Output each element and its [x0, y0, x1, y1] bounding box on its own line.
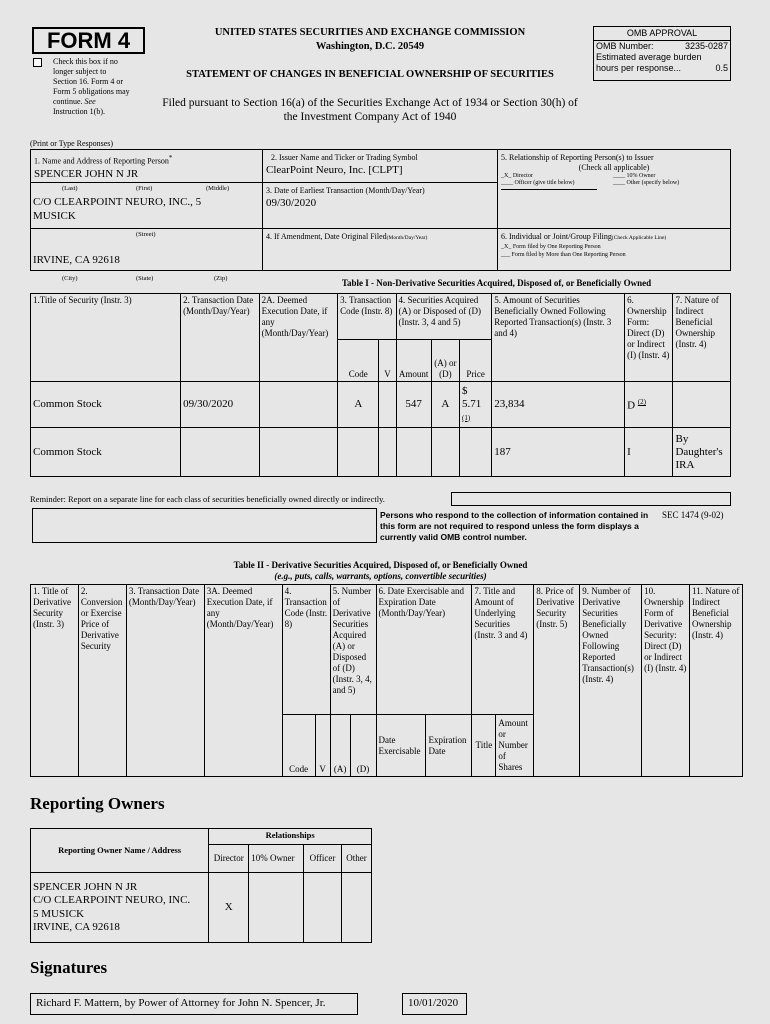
table2: [30, 584, 743, 777]
t1-h-title: 1.Title of Security (Instr. 3): [31, 294, 181, 382]
t2-h-underlying: 7. Title and Amount of Underlying Securities (Instr. 3 and 4): [472, 585, 534, 715]
earliest-transaction-box: [262, 182, 498, 229]
t1-h-amount: Amount: [396, 340, 431, 382]
persons-notice: Persons who respond to the collection of information contained in this form are not required to respond unless the form displays a currently valid OMB control number.: [380, 510, 649, 542]
footnote-link[interactable]: (2): [637, 398, 647, 407]
t1-r1-owned: 187: [492, 428, 625, 477]
issuer-box: [262, 149, 498, 183]
t1-r1-nature: By Daughter's IRA: [673, 428, 731, 477]
t1-r1-title: Common Stock: [31, 428, 181, 477]
owner-officer-header: Officer: [304, 845, 342, 873]
last-label: (Last): [62, 185, 78, 192]
issuer-value: ClearPoint Neuro, Inc. [CLPT]: [266, 164, 403, 176]
t1-r0-nature: [673, 382, 731, 428]
t1-h-price: Price: [459, 340, 491, 382]
t2-h-exp: Expiration Date: [426, 715, 472, 777]
amendment-label: 4. If Amendment, Date Original Filed: [266, 232, 387, 241]
reminder-blank-line: [451, 492, 731, 506]
t1-r1-code: [338, 428, 379, 477]
t1-r0-aord: A: [431, 382, 459, 428]
signature-date-box: [402, 993, 467, 1015]
t2-h-conversion: 2. Conversion or Exercise Price of Derivative Security: [78, 585, 126, 777]
owner-address-3: IRVINE, CA 92618: [33, 921, 120, 933]
t1-r0-date: 09/30/2020: [181, 382, 260, 428]
filing-label: 6. Individual or Joint/Group Filing: [501, 232, 612, 241]
relationship-ten-pct: ____ 10% Owner: [613, 173, 656, 179]
signature-name-box: [30, 993, 358, 1015]
omb-number: 3235-0287: [684, 41, 728, 51]
t1-r0-price: $ 5.71: [461, 384, 482, 410]
print-type-note: (Print or Type Responses): [30, 139, 114, 148]
t1-r1-form: I: [625, 428, 673, 477]
t2-h-a: (A): [330, 715, 350, 777]
street-label: (Street): [136, 231, 156, 238]
t2-h-exercisable: 6. Date Exercisable and Expiration Date (Month/Day/Year): [376, 585, 472, 715]
t1-r1-price: [459, 428, 491, 477]
relationship-check-all: (Check all applicable): [578, 163, 650, 172]
t1-h-owned: 5. Amount of Securities Beneficially Owned Following Reported Transaction(s) (Instr. 3 and 4): [492, 294, 625, 382]
owner-name-header: Reporting Owner Name / Address: [31, 829, 209, 873]
owner-other-header: Other: [341, 845, 371, 873]
no-longer-subject-checkbox[interactable]: [33, 58, 42, 67]
owner-director-header: Director: [209, 845, 249, 873]
sec-number: SEC 1474 (9-02): [662, 510, 724, 520]
filed-pursuant-1: Filed pursuant to Section 16(a) of the Securities Exchange Act of 1934 or Section 30(h) of: [162, 97, 578, 109]
form-title: FORM 4: [46, 28, 131, 53]
t1-r1-amount: [396, 428, 431, 477]
statement-title: STATEMENT OF CHANGES IN BENEFICIAL OWNERSHIP OF SECURITIES: [186, 69, 554, 80]
table1: [30, 293, 731, 477]
signature-date: 10/01/2020: [408, 997, 459, 1009]
agency-line2: Washington, D.C. 20549: [315, 41, 425, 52]
omb-title: OMB APPROVAL: [594, 27, 730, 41]
t1-h-code-sub: Code: [338, 340, 379, 382]
t1-r0-title: Common Stock: [31, 382, 181, 428]
t1-h-securities: 4. Securities Acquired (A) or Disposed of (D) (Instr. 3, 4 and 5): [396, 294, 492, 340]
t1-r1-date: [181, 428, 260, 477]
omb-burden: Estimated average burden: [596, 52, 702, 62]
owner-address-2: 5 MUSICK: [33, 907, 85, 920]
relationship-other: ____ Other (specify below): [613, 180, 680, 186]
t2-h-price: 8. Price of Derivative Security (Instr. 5): [534, 585, 580, 777]
table1-title: Table I - Non-Derivative Securities Acquired, Disposed of, or Beneficially Owned: [341, 278, 652, 288]
table2-title: Table II - Derivative Securities Acquired, Disposed of, or Beneficially Owned: [233, 560, 528, 570]
filing-more: ___ Form filed by More than One Reporting Person: [501, 252, 626, 258]
t1-h-deemed: 2A. Deemed Execution Date, if any (Month/Day/Year): [259, 294, 338, 382]
t1-h-aord: (A) or (D): [431, 340, 459, 382]
t1-r0-amount: 547: [396, 382, 431, 428]
form-title-box: [32, 27, 145, 54]
t1-r1-v: [379, 428, 396, 477]
t1-r0-owned: 23,834: [492, 382, 625, 428]
reporting-owners-heading: Reporting Owners: [30, 794, 165, 813]
t1-h-code: 3. Transaction Code (Instr. 8): [338, 294, 396, 340]
t1-h-v: V: [379, 340, 396, 382]
t1-r1-deemed: [259, 428, 338, 477]
t1-r0-v: [379, 382, 396, 428]
owner-name: SPENCER JOHN N JR: [33, 880, 138, 893]
relationship-label: 5. Relationship of Reporting Person(s) to Issuer: [501, 153, 654, 162]
signature-name: Richard F. Mattern, by Power of Attorney for John N. Spencer, Jr.: [36, 997, 326, 1009]
reminder-text: Reminder: Report on a separate line for each class of securities beneficially owned directly or indirectly.: [30, 494, 385, 504]
t2-h-number: 5. Number of Derivative Securities Acquired (A) or Disposed of (D) (Instr. 3, 4, and 5): [330, 585, 376, 715]
table-row: [31, 873, 372, 943]
earliest-transaction-date: 09/30/2020: [266, 197, 317, 209]
omb-approval-box: [593, 26, 731, 81]
relationship-officer: ____ Officer (give title below): [501, 180, 575, 186]
t1-r0-code: A: [338, 382, 379, 428]
owner-ten-header: 10% Owner: [249, 845, 304, 873]
table2-subtitle: (e.g., puts, calls, warrants, options, convertible securities): [274, 571, 487, 581]
first-label: (First): [136, 185, 153, 192]
middle-label: (Middle): [206, 185, 230, 192]
t2-h-nature: 11. Nature of Indirect Beneficial Ownership (Instr. 4): [690, 585, 743, 777]
t2-h-form: 10. Ownership Form of Derivative Security: Direct (D) or Indirect (I) (Instr. 4): [642, 585, 690, 777]
city-label: (City): [62, 275, 78, 282]
t2-h-code-sub: Code: [282, 715, 315, 777]
omb-number-label: OMB Number:: [596, 41, 654, 51]
signatures-heading: Signatures: [30, 958, 108, 977]
relationship-box: [497, 149, 731, 229]
reporting-person-label: 1. Name and Address of Reporting Person: [34, 156, 169, 166]
agency-line1: UNITED STATES SECURITIES AND EXCHANGE COMMISSION: [214, 27, 526, 38]
t1-r0-form: D: [627, 399, 636, 412]
footnote-link[interactable]: (1): [461, 413, 471, 422]
reminder-blank-box: [32, 508, 377, 543]
table-row: [31, 428, 731, 477]
t2-h-deemed: 3A. Deemed Execution Date, if any (Month/Day/Year): [204, 585, 282, 777]
t2-h-amount: Amount or Number of Shares: [496, 715, 534, 777]
t1-h-form: 6. Ownership Form: Direct (D) or Indirect (I) (Instr. 4): [625, 294, 673, 382]
earliest-transaction-label: 3. Date of Earliest Transaction (Month/Day/Year): [266, 186, 425, 195]
checkbox-label: Check this box if no longer subject to Section 16. Form 4 or Form 5 obligations may continue. See Instruction 1(b).: [53, 57, 130, 116]
t2-h-d: (D): [350, 715, 376, 777]
amendment-box: 4. If Amendment, Date Original Filed(Month/Day/Year): [262, 228, 498, 271]
filed-pursuant-2: the Investment Company Act of 1940: [283, 111, 457, 123]
reporting-person-address: C/O CLEARPOINT NEURO, INC., 5 MUSICK: [33, 196, 202, 222]
reporting-owners-table: [30, 828, 372, 943]
t2-h-title-sub: Title: [472, 715, 496, 777]
owner-director-mark: X: [209, 873, 249, 943]
zip-label: (Zip): [214, 275, 228, 282]
owner-address-1: C/O CLEARPOINT NEURO, INC.: [33, 894, 191, 906]
relationship-director: _X_ Director: [501, 173, 533, 179]
table-row: [31, 382, 731, 428]
t1-h-nature: 7. Nature of Indirect Beneficial Ownership (Instr. 4): [673, 294, 731, 382]
relationships-header: Relationships: [209, 829, 372, 845]
filing-one: _X_ Form filed by One Reporting Person: [501, 244, 601, 250]
t2-h-v: V: [315, 715, 330, 777]
t2-h-owned: 9. Number of Derivative Securities Beneficially Owned Following Reported Transaction(s) (Instr. 4): [580, 585, 642, 777]
omb-hours-label: hours per response...: [596, 63, 682, 73]
t1-h-date: 2. Transaction Date (Month/Day/Year): [181, 294, 260, 382]
omb-hours: 0.5: [715, 63, 728, 73]
reporting-person-name: SPENCER JOHN N JR: [34, 167, 139, 180]
reporting-person-box: 1. Name and Address of Reporting Person* SPENCER JOHN N JR: [30, 149, 263, 271]
t2-h-code: 4. Transaction Code (Instr. 8): [282, 585, 330, 715]
reporting-person-city: IRVINE, CA 92618: [33, 254, 120, 266]
t2-h-date: 3. Transaction Date (Month/Day/Year): [126, 585, 204, 777]
t2-h-date-ex: Date Exercisable: [376, 715, 426, 777]
t1-r1-aord: [431, 428, 459, 477]
state-label: (State): [136, 275, 154, 282]
t2-h-title: 1. Title of Derivative Security (Instr. 3): [31, 585, 79, 777]
issuer-label: 2. Issuer Name and Ticker or Trading Symbol: [271, 153, 418, 162]
filing-box: 6. Individual or Joint/Group Filing(Check Applicable Line) _X_ Form filed by One Reporting Person ___ Form filed by More than One Reporting Person: [497, 228, 731, 271]
t1-r0-deemed: [259, 382, 338, 428]
